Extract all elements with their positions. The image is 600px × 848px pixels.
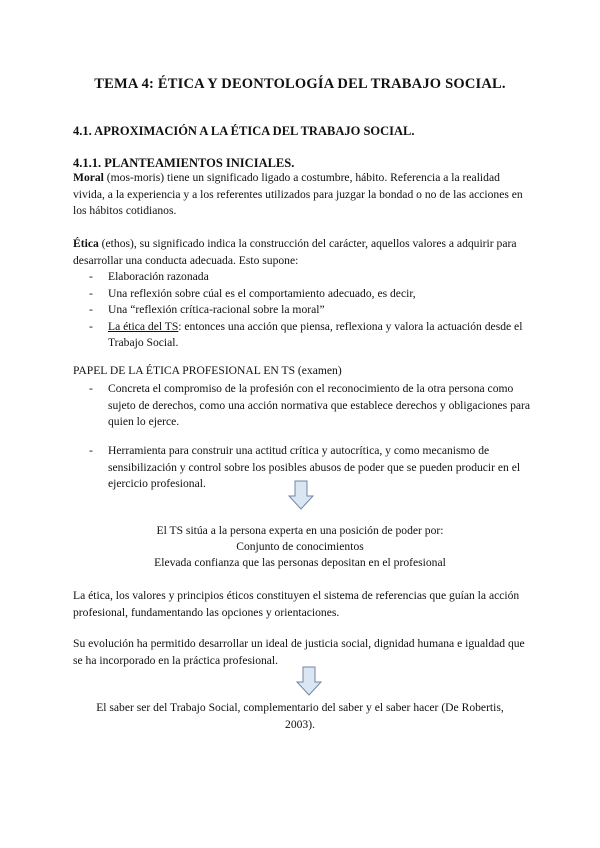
list-item: - Herramienta para construir una actitud crítica y autocrítica, y como mecanismo de sensibilización y control sobre los posibles abusos de poder que se pueden producir en el ejercicio profesional. [89,444,521,490]
papel-heading: PAPEL DE LA ÉTICA PROFESIONAL EN TS (examen) [73,364,342,377]
moral-term: Moral [73,171,104,184]
down-arrow-icon [295,666,323,696]
list-item: - Concreta el compromiso de la profesión con el reconocimiento de la otra persona como sujeto de derechos, como una acción normativa que establece derechos y obligaciones para quien lo ejerce. [89,382,531,428]
section-heading-4-1: 4.1. APROXIMACIÓN A LA ÉTICA DEL TRABAJO SOCIAL. [73,124,415,138]
page-title: TEMA 4: ÉTICA Y DEONTOLOGÍA DEL TRABAJO SOCIAL. [94,76,506,92]
down-arrow-icon [287,480,315,510]
valores-paragraph: La ética, los valores y principios éticos constituyen el sistema de referencias que guían la acción profesional, fundamentando las opciones y orientaciones. [73,589,520,619]
list-marker: - [89,382,93,395]
section-heading-4-1-1: 4.1.1. PLANTEAMIENTOS INICIALES. [73,156,295,170]
underlined-term: La ética del TS [108,319,179,333]
final-quote: El saber ser del Trabajo Social, complementario del saber y el saber hacer (De Robertis, 2003). [96,701,504,731]
etica-list [73,269,533,352]
moral-paragraph [73,170,533,220]
list-marker: - [89,444,93,457]
etica-paragraph [73,236,533,269]
list-item: - Una “reflexión crítica-racional sobre la moral” [73,302,533,319]
list-marker: - [89,270,93,283]
list-marker: - [89,303,93,316]
etica-text: (ethos), su significado indica la construcción del carácter, aquellos valores a adquirir para desarrollar una conducta adecuada. Esto supone: [73,237,517,267]
list-item: - Elaboración razonada [73,269,533,286]
list-item: - La ética del TS: entonces una acción que piensa, reflexiona y valora la actuación desde el Trabajo Social. [89,319,523,349]
evolucion-paragraph: Su evolución ha permitido desarrollar un ideal de justicia social, dignidad humana e igualdad que se ha incorporado en la práctica profesional. [73,637,525,667]
center-line: El TS sitúa a la persona experta en una posición de poder por: [156,524,444,537]
papel-list-1 [73,381,533,431]
moral-text: (mos-moris) tiene un significado ligado a costumbre, hábito. Referencia a la realidad vivida, a la experiencia y a los referentes utilizados para juzgar la bondad o no de las acciones en los hábitos cotidianos. [73,171,523,217]
center-line: Elevada confianza que las personas depositan en el profesional [154,556,446,569]
list-marker: - [89,319,93,333]
list-marker: - [89,286,93,300]
list-item: - Una reflexión sobre cúal es el comportamiento adecuado, es decir, [73,286,533,303]
center-line: Conjunto de conocimientos [236,540,364,553]
etica-term: Ética [73,237,99,250]
